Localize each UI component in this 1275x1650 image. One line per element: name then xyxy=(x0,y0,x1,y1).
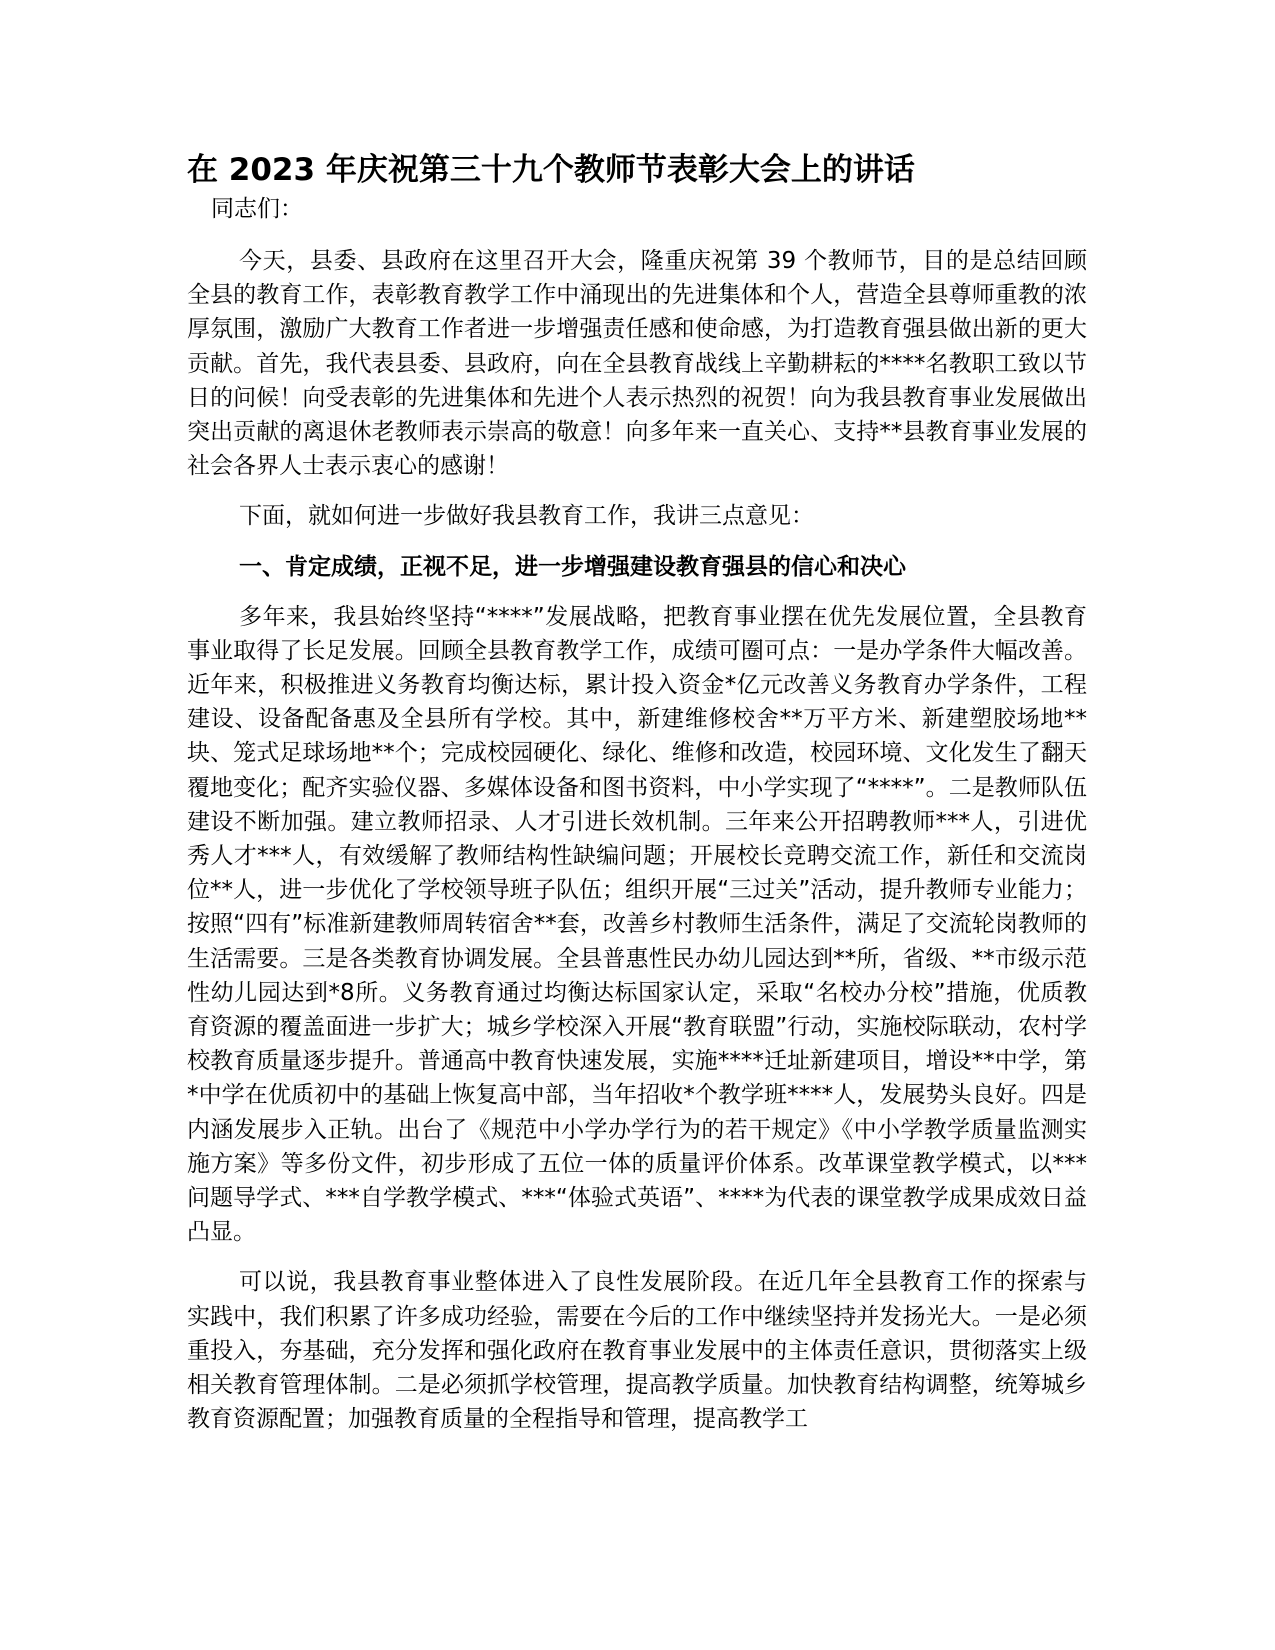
paragraph-experience: 可以说，我县教育事业整体进入了良性发展阶段。在近几年全县教育工作的探索与实践中，我们积累了许多成功经验，需要在今后的工作中继续坚持并发扬光大。一是必须重投入，夯基础，充分发挥和强化政府在教育事业发展中的主体责任意识，贯彻落实上级相关教育管理体制。二是必须抓学校管理，提高教学质量。加快教育结构调整，统筹城乡教育资源配置；加强教育质量的全程指导和管理，提高教学工 xyxy=(187,1269,1087,1433)
salutation: 同志们： xyxy=(211,196,303,222)
document-title: 在 2023 年庆祝第三十九个教师节表彰大会上的讲话 xyxy=(187,152,915,188)
section-heading-1: 一、肯定成绩，正视不足，进一步增强建设教育强县的信心和决心 xyxy=(239,553,906,580)
paragraph-opening: 今天，县委、县政府在这里召开大会，隆重庆祝第 39 个教师节，目的是总结回顾全县的教育工作，表彰教育教学工作中涌现出的先进集体和个人，营造全县尊师重教的浓厚氛围，激励广大教育工作者进一步增强责任感和使命感，为打造教育强县做出新的更大贡献。首先，我代表县委、县政府，向在全县教育战线上辛勤耕耘的****名教职工致以节日的问候！向受表彰的先进集体和先进个人表示热烈的祝贺！向为我县教育事业发展做出突出贡献的离退休老教师表示崇高的敬意！向多年来一直关心、支持**县教育事业发展的社会各界人士表示衷心的感谢！ xyxy=(187,248,1087,480)
paragraph-transition: 下面，就如何进一步做好我县教育工作，我讲三点意见： xyxy=(239,503,814,530)
document-body xyxy=(187,148,1087,1437)
paragraph-achievements: 多年来，我县始终坚持“****”发展战略，把教育事业摆在优先发展位置，全县教育事业取得了长足发展。回顾全县教育教学工作，成绩可圈可点：一是办学条件大幅改善。近年来，积极推进义务教育均衡达标，累计投入资金*亿元改善义务教育办学条件，工程建设、设备配备惠及全县所有学校。其中，新建维修校舍**万平方米、新建塑胶场地**块、笼式足球场地**个；完成校园硬化、绿化、维修和改造，校园环境、文化发生了翻天覆地变化；配齐实验仪器、多媒体设备和图书资料，中小学实现了“****”。二是教师队伍建设不断加强。建立教师招录、人才引进长效机制。三年来公开招聘教师***人，引进优秀人才***人，有效缓解了教师结构性缺编问题；开展校长竞聘交流工作，新任和交流岗位**人，进一步优化了学校领导班子队伍；组织开展“三过关”活动，提升教师专业能力；按照“四有”标准新建教师周转宿舍**套，改善乡村教师生活条件，满足了交流轮岗教师的生活需要。三是各类教育协调发展。全县普惠性民办幼儿园达到**所，省级、**市级示范性幼儿园达到*8所。义务教育通过均衡达标国家认定，采取“名校办分校”措施，优质教育资源的覆盖面进一步扩大；城乡学校深入开展“教育联盟”行动，实施校际联动，农村学校教育质量逐步提升。普通高中教育快速发展，实施****迁址新建项目，增设**中学，第*中学在优质初中的基础上恢复高中部，当年招收*个教学班****人，发展势头良好。四是内涵发展步入正轨。出台了《规范中小学办学行为的若干规定》《中小学教学质量监测实施方案》等多份文件，初步形成了五位一体的质量评价体系。改革课堂教学模式，以***问题导学式、***自学教学模式、***“体验式英语”、****为代表的课堂教学成果成效日益凸显。 xyxy=(187,603,1087,1246)
